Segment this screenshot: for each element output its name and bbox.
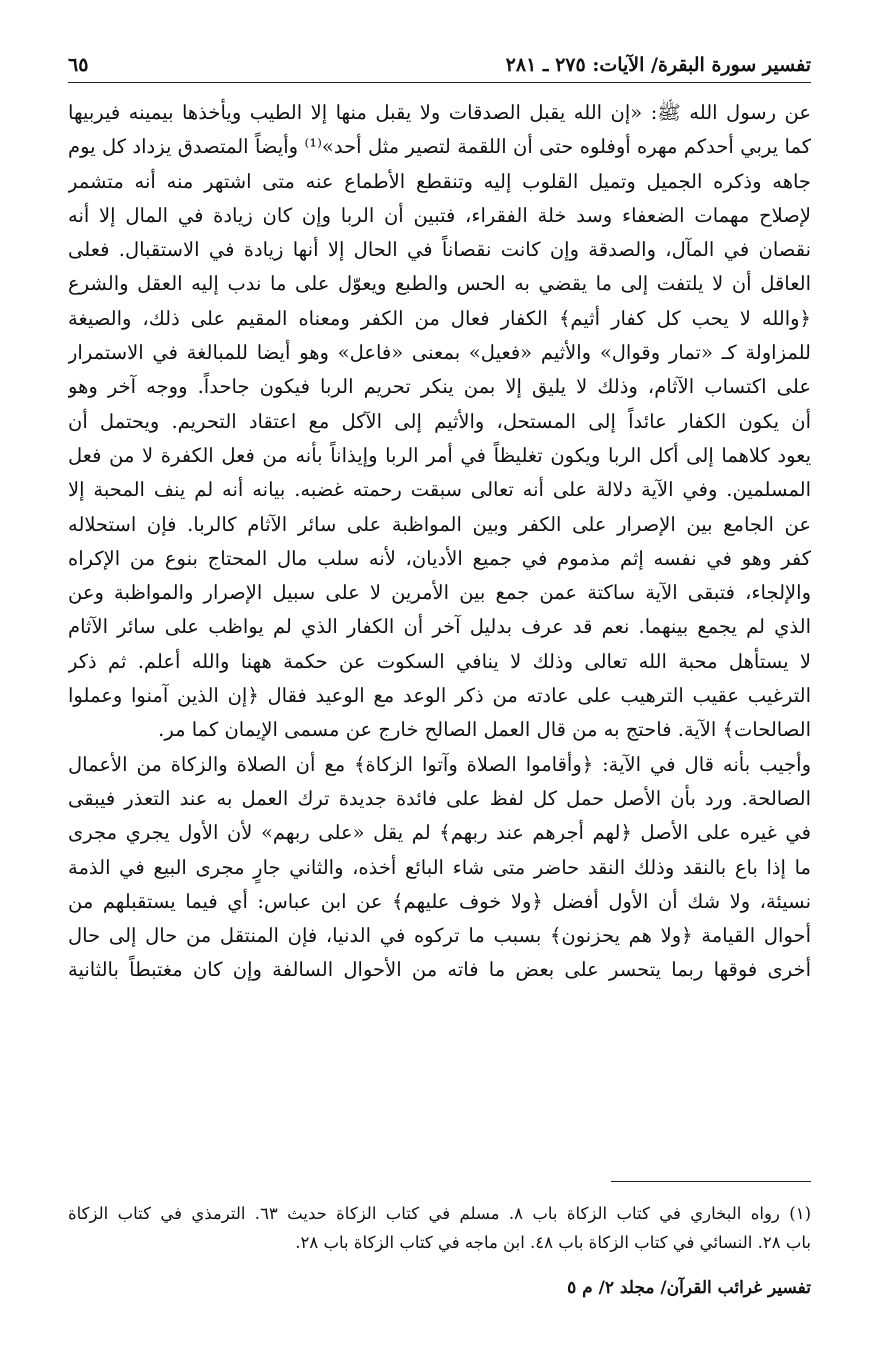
body-line: وأجيب بأنه قال في الآية: ﴿وأقاموا الصلاة وآتوا الزكاة﴾ مع أن الصلاة والزكاة من الأعمال [68,752,811,776]
running-header [68,52,811,83]
body-line: كفر وهو في نفسه إثم مذموم في جميع الأديان، لأنه سلب مال المحتاج بنوع من الإكراه [68,546,811,570]
body-line: عن الجامع بين الإصرار على الكفر وبين المواظبة على سائر الآثام كالربا. فإن استحلاله [68,512,811,536]
body-line: كما يربي أحدكم مهره أوفلوه حتى أن اللقمة لتصير مثل أحد»⁽¹⁾ وأيضاً المتصدق يزداد كل يوم [68,135,811,159]
body-line: الترغيب عقيب الترهيب على عادته من ذكر الوعد مع الوعيد فقال ﴿إن الذين آمنوا وعملوا [68,684,811,708]
body-line: في غيره على الأصل ﴿لهم أجرهم عند ربهم﴾ لم يقل «على ربهم» لأن الأول يجري مجرى [68,821,811,845]
body-line: والإلجاء، فتبقى الآية ساكتة عمن جمع بين الأمرين لا على سبيل الإصرار والمواظبة وعن [68,581,811,605]
body-line: الصالحات﴾ الآية. فاحتج به من قال العمل الصالح خارج عن مسمى الإيمان كما مر. [158,718,811,742]
footnote-line: (١) رواه البخاري في كتاب الزكاة باب ٨. مسلم في كتاب الزكاة حديث ٦٣. الترمذي في كتاب الزكاة [68,1204,811,1223]
body-line: أحوال القيامة ﴿ولا هم يحزنون﴾ بسبب ما تركوه في الدنيا، فإن المنتقل من حال إلى حال [68,924,811,948]
footnote-line: باب ٢٨. النسائي في كتاب الزكاة باب ٤٨. ابن ماجه في كتاب الزكاة باب ٢٨. [295,1233,811,1252]
body-line: ﴿والله لا يحب كل كفار أثيم﴾ الكفار فعال من الكفر ومعناه المقيم على ذلك، والصيغة [68,306,811,330]
body-line: على اكتساب الآثام، وذلك لا يليق إلا بمن ينكر تحريم الربا فيكون جاحداً. ووجه آخر وهو [68,375,811,399]
body-line: نسيئة، ولا شك أن الأول أفضل ﴿ولا خوف عليهم﴾ عن ابن عباس: أي فيما يستقبلهم من [68,889,811,913]
footnote-divider [611,1181,811,1182]
body-line: لإصلاح مهمات الضعفاء وسد خلة الفقراء، فتبين أن الربا وإن كان زيادة في المال إلا أنه [68,203,811,227]
printer-signature: تفسير غرائب القرآن/ مجلد ٢/ م ٥ [567,1278,811,1298]
body-line: جاهه وذكره الجميل وتميل القلوب إليه وتنقطع الأطماع عنه متى اشتهر منه أنه متشمر [68,169,811,193]
body-line: أخرى فوقها ربما يتحسر على بعض ما فاته من الأحوال السالفة وإن كان مغتبطاً بالثانية [68,958,811,982]
page-number: ٦٥ [68,54,89,76]
body-line: لا يستأهل محبة الله تعالى وذلك لا ينافي السكوت عن حكمة ههنا والله أعلم. ثم ذكر [68,649,811,673]
body-line: عن رسول الله ﷺ: «إن الله يقبل الصدقات ولا يقبل منها إلا الطيب ويأخذها بيمينه فيربيها [68,101,811,124]
body-line: الذي لم يجمع بينهما. نعم قد عرف بدليل آخر أن الكفار الذي لم يواظب على سائر الآثام [68,615,811,639]
footnotes [68,1199,811,1257]
body-line: المسلمين. وفي الآية دلالة على أنه تعالى سبقت رحمته غضبه. بيانه أنه لم ينف المحبة إلا [68,478,811,502]
body-line: ما إذا باع بالنقد وذلك النقد حاضر متى شاء البائع أخذه، والثاني جارٍ مجرى البيع في الذمة [68,855,811,879]
body-line: يعود كلاهما إلى أكل الربا ويكون تغليظاً في أمر الربا وإيذاناً بأنه من فعل الكفرة لا من فعل [68,443,811,467]
body-line: نقصان في المآل، والصدقة وإن كانت نقصاناً في الحال إلا أنها زيادة في الاستقبال. فعلى [68,238,811,262]
body-line: العاقل أن لا يلتفت إلى ما يقضي به الحس والطبع ويعوّل على ما ندب إليه العقل والشرع [68,272,811,296]
body-text [68,96,811,988]
body-line: الصالحة. ورد بأن الأصل حمل كل لفظ على فائدة جديدة ترك العمل به عند التعذر فيبقى [68,786,811,810]
body-line: للمزاولة كـ «تمار وقوال» والأثيم «فعيل» بمعنى «فاعل» وهو أيضا للمبالغة في الاستمرار [68,341,811,365]
body-line: أن يكون الكفار عائداً إلى المستحل، والأثيم إلى الآكل مع اعتقاد التحريم. ويحتمل أن [68,409,811,433]
running-header-title: تفسير سورة البقرة/ الآيات: ٢٧٥ ـ ٢٨١ [505,54,811,76]
